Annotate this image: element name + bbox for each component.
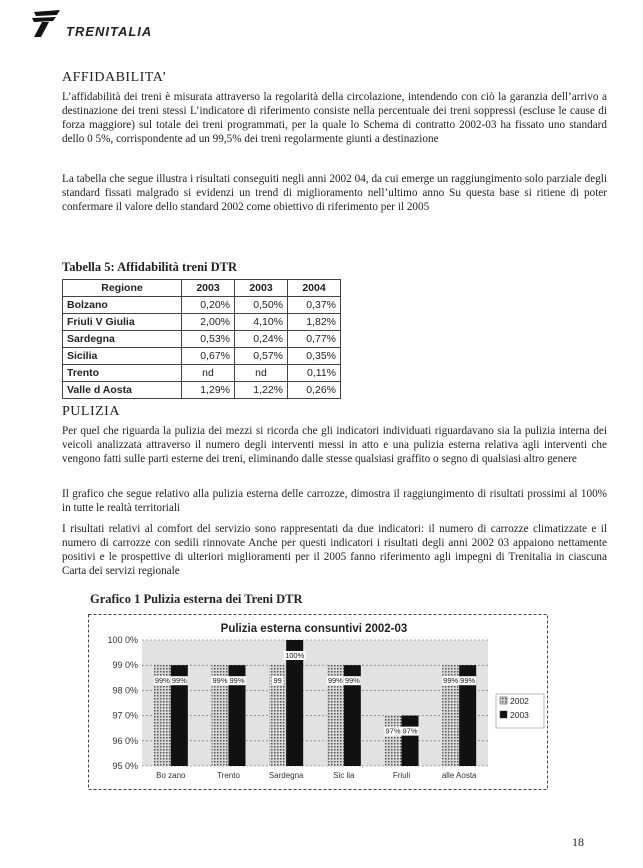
data-label: 99% (212, 676, 228, 686)
pulizia-paragraph-1: Per quel che riguarda la pulizia dei mezzi si ricorda che gli indicatori individuati riguardavano sia la pulizia interna dei veicoli analizzata attraverso il numero degli interventi messi in atto e una pulizia esterna relativa agli interventi che vengono fatti sulle parti esterne dei treni, eliminando dalle stesse qualsiasi graffito o segno di qualsiasi altro genere (62, 425, 607, 465)
table-cell: 1,22% (235, 382, 288, 399)
data-label: 99% (460, 676, 476, 686)
x-tick-label: Trento (217, 771, 240, 780)
table-row (63, 314, 341, 331)
x-tick-label: Friuli (392, 771, 411, 780)
pulizia-paragraph-2: Il grafico che segue relativo alla pulizia esterna delle carrozze, dimostra il raggiungimento di risultati prossimi al 100% in tutte le realtà territoriali (62, 488, 607, 514)
table-row (63, 348, 341, 365)
brand-name: TRENITALIA (66, 24, 153, 39)
table-cell: 0,50% (235, 297, 288, 314)
data-label: 97% (402, 726, 418, 736)
table-cell: 4,10% (235, 314, 288, 331)
table-cell: 0,77% (288, 331, 341, 348)
x-tick-label: alle Aosta (441, 771, 477, 780)
table-cell: 0,57% (235, 348, 288, 365)
y-tick-label: 95 0% (112, 761, 138, 771)
table-row (63, 365, 341, 382)
data-label: 99% (154, 676, 170, 686)
table-cell-region: Sardegna (63, 331, 182, 348)
data-label: 100% (285, 651, 305, 660)
table-cell-region: Friuli V Giulia (63, 314, 182, 331)
section-title-pulizia: PULIZIA (62, 404, 120, 419)
legend-swatch (500, 697, 507, 704)
table-title: Tabella 5: Affidabilità treni DTR (62, 260, 238, 274)
legend-label: 2003 (510, 710, 529, 720)
affidabilita-paragraph-2: La tabella che segue illustra i risultati conseguiti negli anni 2002 04, da cui emerge un raggiungimento solo parziale degli standard fissati malgrado si evidenzi un trend di miglioramento nell’ultimo anno Su questa base si ritiene di poter confermare il valore dello standard 2002 come obiettivo di riferimento per il 2005 (62, 173, 607, 213)
table-cell: 0,24% (235, 331, 288, 348)
table-header-row (63, 280, 341, 297)
table-row (63, 297, 341, 314)
x-tick-label: Sic lia (333, 771, 355, 780)
data-label: 99% (229, 676, 245, 686)
y-tick-label: 100 0% (107, 635, 138, 645)
table-cell-region: Valle d Aosta (63, 382, 182, 399)
table-cell: nd (182, 365, 235, 382)
table-header-cell: Regione (63, 280, 182, 297)
table-header-cell: 2003 (182, 280, 235, 297)
table-cell: 0,35% (288, 348, 341, 365)
y-tick-label: 99 0% (112, 660, 138, 671)
table-cell: 0,53% (182, 331, 235, 348)
pulizia-paragraph-3: I risultati relativi al comfort del servizio sono rappresentati da due indicatori: il numero di carrozze climatizzate e il numero di carrozze con sedili rinnovate Anche per questi indicatori i risultati degli anni 2002 03 appaiono nettamente positivi e le prospettive di ulteriori miglioramenti per il 2005 fanno riferimento agli impegni di Trenitalia in ciascuna Carta dei servizi regionale (62, 523, 607, 577)
legend-swatch (500, 711, 507, 718)
y-tick-label: 96 0% (112, 735, 138, 746)
data-label: 99% (171, 676, 187, 686)
y-tick-label: 98 0% (112, 685, 138, 696)
table-header-cell: 2004 (288, 280, 341, 297)
data-label: 97% (385, 726, 401, 736)
data-label: 99% (344, 676, 360, 686)
table-cell: 1,82% (288, 314, 341, 331)
legend-label: 2002 (510, 696, 529, 706)
bar-2002 (385, 716, 402, 766)
table-cell: 0,11% (288, 365, 341, 382)
pulizia-bar-chart (88, 614, 548, 790)
table-cell-region: Bolzano (63, 297, 182, 314)
chart-title: Pulizia esterna consuntivi 2002-03 (220, 623, 408, 635)
table-cell: nd (235, 365, 288, 382)
table-header-cell: 2003 (235, 280, 288, 297)
data-label: 99% (327, 676, 343, 686)
table-row (63, 382, 341, 399)
table-cell: 0,26% (288, 382, 341, 399)
table-cell-region: Trento (63, 365, 182, 382)
table-row (63, 331, 341, 348)
section-title-affidabilita: AFFIDABILITA’ (62, 70, 167, 85)
data-label: 99 (273, 676, 282, 686)
table-cell-region: Sicilia (63, 348, 182, 365)
affidabilita-table (62, 279, 341, 399)
trenitalia-logo-icon (28, 8, 62, 38)
page-number: 18 (572, 835, 584, 849)
affidabilita-paragraph-1: L’affidabilità dei treni è misurata attraverso la regolarità della circolazione, intendendo con ciò la garanzia dell’arrivo a destinazione dei treni stessi L’indicatore di riferimento consiste nella percentuale dei treni soppressi (escluse le cause di forza maggiore) sul totale dei treni programmati, per la quale lo Schema di contratto 2002-03 ha fissato uno standard dello 0 5%, corrispondente ad un 99,5% dei treni regolarmente giunti a destinazione (62, 91, 607, 145)
table-cell: 1,29% (182, 382, 235, 399)
x-tick-label: Sardegna (268, 771, 304, 780)
x-tick-label: Bo zano (156, 771, 186, 780)
table-cell: 0,20% (182, 297, 235, 314)
table-cell: 0,37% (288, 297, 341, 314)
plot-area (142, 640, 488, 766)
chart-caption: Grafico 1 Pulizia esterna dei Treni DTR (90, 592, 303, 606)
table-cell: 0,67% (182, 348, 235, 365)
bar-2003 (402, 716, 419, 766)
data-label: 99% (443, 676, 459, 686)
table-cell: 2,00% (182, 314, 235, 331)
y-tick-label: 97 0% (112, 710, 138, 721)
